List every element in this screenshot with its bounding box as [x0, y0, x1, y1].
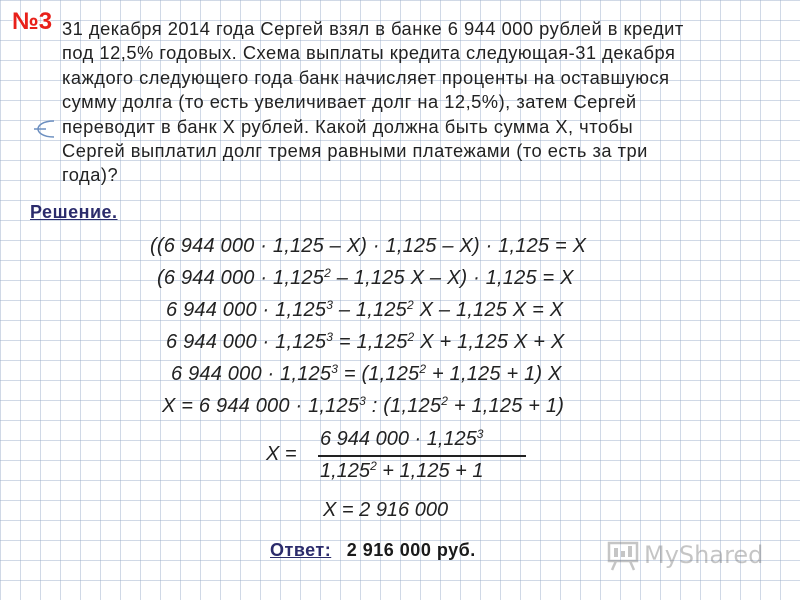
solution-heading: Решение.	[30, 202, 118, 222]
exponent: 3	[326, 298, 334, 312]
exponent: 3	[359, 394, 367, 408]
problem-line: Сергей выплатил долг тремя равными платежами (то есть за три	[62, 140, 648, 162]
problem-number-badge: №3	[12, 8, 53, 35]
equation-text: ((6 944 000 · 1,125 – X) · 1,125 – X) · 1,125 = X	[150, 235, 587, 257]
numerator-text: 6 944 000 · 1,125	[320, 428, 477, 450]
exponent: 3	[326, 330, 334, 344]
exponent: 2	[370, 459, 377, 473]
equation-text: X = 6 944 000 · 1,125	[162, 395, 360, 417]
equation-text: – 1,125 X – X) · 1,125 = X	[330, 267, 574, 289]
fraction-lhs: X =	[266, 443, 297, 465]
equation-text: = 1,125	[333, 331, 408, 353]
denominator-text: + 1,125 + 1	[376, 460, 484, 482]
problem-statement	[62, 17, 788, 188]
equation-1	[150, 235, 586, 258]
exponent: 3	[331, 362, 339, 376]
answer-line	[270, 540, 476, 561]
problem-line: переводит в банк Х рублей. Какой должна быть сумма Х, чтобы	[62, 115, 634, 137]
problem-line: сумму долга (то есть увеличивает долг на 12,5%), затем Сергей	[62, 91, 637, 113]
denominator-text: 1,125	[320, 460, 371, 482]
watermark-text: MyShared	[644, 541, 764, 569]
exponent: 2	[419, 362, 427, 376]
fraction-bar	[318, 455, 526, 457]
equation-text: X – 1,125 X = X	[413, 299, 564, 321]
exponent: 2	[324, 266, 331, 280]
fraction-equation	[266, 427, 536, 486]
watermark	[606, 538, 763, 572]
presentation-board-icon	[606, 538, 640, 572]
equation-text: : (1,125	[366, 395, 442, 417]
equation-5	[171, 363, 562, 386]
margin-mark-icon	[34, 118, 56, 140]
equation-6	[162, 395, 564, 418]
equation-text: – 1,125	[333, 299, 407, 321]
equation-2	[157, 267, 574, 290]
answer-label: Ответ:	[270, 540, 332, 560]
answer-value: 2 916 000 руб.	[346, 540, 476, 560]
equation-4	[166, 331, 564, 354]
equation-text: 6 944 000 · 1,125	[166, 299, 327, 321]
problem-line: каждого следующего года банк начисляет проценты на оставшуюся	[62, 66, 670, 88]
fraction-numerator	[320, 428, 483, 451]
equation-text: 6 944 000 · 1,125	[166, 331, 327, 353]
fraction-denominator	[320, 460, 484, 483]
equation-text: + 1,125 + 1)	[448, 395, 565, 417]
problem-line: под 12,5% годовых. Схема выплаты кредита следующая-31 декабря	[62, 42, 676, 64]
equation-text: = (1,125	[338, 363, 420, 385]
equation-3	[166, 299, 563, 322]
equation-text: (6 944 000 · 1,125	[157, 267, 325, 289]
exponent: 2	[407, 330, 415, 344]
problem-line: 31 декабря 2014 года Сергей взял в банке 6 944 000 рублей в кредит	[62, 18, 684, 39]
equation-text: + 1,125 + 1) X	[426, 363, 562, 385]
exponent: 3	[476, 427, 484, 441]
problem-line: года)?	[62, 164, 119, 186]
exponent: 2	[441, 394, 449, 408]
equation-text: 6 944 000 · 1,125	[171, 363, 332, 385]
equation-text: X + 1,125 X + X	[414, 331, 565, 353]
result-equation: X = 2 916 000	[323, 499, 449, 521]
exponent: 2	[406, 298, 414, 312]
